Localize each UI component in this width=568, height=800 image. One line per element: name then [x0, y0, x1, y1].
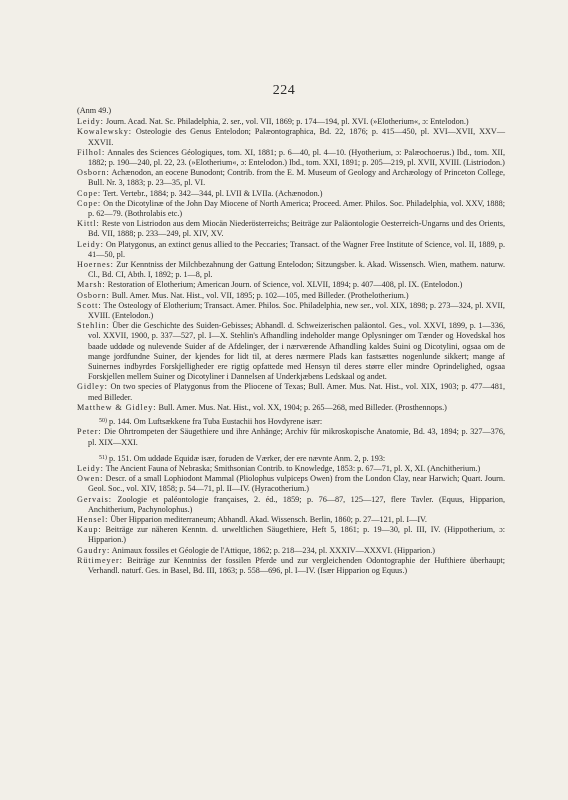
- reference-text: Annales des Sciences Géologiques, tom. XI, 1881; p. 6—40, pl. 4—10. (Hyotherium, ɔ: Palæochoerus.) Ibd., tom. XII, 1882; p. 190—240, pl. 22, 23. (»Elotherium«, ɔ: Entelodon.) Ibd., tom. XXI, 1891; p. 205—219, pl. XVII, XVIII. (Listriodon.): [88, 147, 505, 168]
- reference-entry: [77, 148, 505, 168]
- reference-text: The Osteology of Elotherium; Transact. Amer. Philos. Soc. Philadelphia, new ser., vol. XIX, 1898; p. 273—324, pl. XVII, XVIII. (Entelodon.): [88, 300, 505, 321]
- reference-entry: [77, 495, 505, 515]
- reference-text: Beiträge zur Kenntniss der fossilen Pferde und zur vergleichenden Odontographie der Hufthiere überhaupt; Verhandl. naturf. Ges. in Basel, Bd. III, 1863; p. 558—696, pl. I—IV. (Især Hipparion og Equus.): [88, 555, 506, 575]
- reference-text: Bull. Amer. Mus. Nat. Hist., vol. VII, 1895; p. 102—105, med Billeder. (Prothelotherium.): [111, 290, 409, 300]
- reference-author: Peter:: [77, 427, 102, 437]
- reference-entry: [77, 240, 505, 260]
- reference-author: Hensel:: [77, 514, 109, 524]
- reference-text: Osteologie des Genus Entelodon; Palæontographica, Bd. 22, 1876; p. 415—450, pl. XVI—XVII, XXV—XXVII.: [88, 127, 506, 147]
- reference-text: Restoration of Elotherium; American Journ. of Science, vol. XLVII, 1894; p. 407—408, pl. IX. (Entelodon.): [107, 280, 463, 290]
- reference-entry: [77, 127, 505, 147]
- reference-author: Scott:: [77, 300, 102, 310]
- page-number: 224: [272, 83, 296, 98]
- note-51-heading: [77, 453, 505, 464]
- reference-entry: [77, 464, 505, 474]
- reference-entry: [77, 117, 505, 127]
- reference-author: Osborn:: [77, 168, 110, 178]
- reference-author: Matthew & Gidley:: [77, 402, 157, 412]
- reference-text: Achænodon, an eocene Bunodont; Contrib. from the E. M. Museum of Geology and Archæology of Princeton College, Bull. Nr. 3, 1883; p. 23—35, pl. VI.: [88, 168, 505, 188]
- reference-author: Gervais:: [77, 494, 112, 504]
- reference-author: Cope:: [77, 188, 102, 198]
- note-50-heading: [77, 416, 505, 427]
- reference-list-note-51: [77, 464, 505, 576]
- reference-text: Tert. Vertebr., 1884; p. 342—344, pl. LVII & LVIIa. (Achænodon.): [102, 188, 323, 198]
- reference-entry: [77, 291, 505, 301]
- reference-author: Cope:: [77, 198, 102, 208]
- reference-list-note-49: [77, 117, 505, 413]
- note-number: 51): [99, 454, 107, 461]
- reference-author: Gaudry:: [77, 545, 111, 555]
- reference-author: Leidy:: [77, 463, 104, 473]
- reference-author: Hoernes:: [77, 260, 114, 270]
- reference-author: Filhol:: [77, 147, 106, 157]
- reference-author: Kowalewsky:: [77, 127, 132, 137]
- reference-author: Owen:: [77, 474, 104, 484]
- reference-text: Reste von Listriodon aus dem Miocän Niederösterreichs; Beiträge zur Paläontologie Oesterreich-Ungarns und des Orients, Bd. VII, 1888; p. 233—249, pl. XIV, XV.: [88, 219, 506, 239]
- reference-author: Kittl:: [77, 219, 100, 229]
- reference-entry: [77, 515, 505, 525]
- reference-author: Leidy:: [77, 117, 104, 127]
- reference-text: Zur Kenntniss der Milchbezahnung der Gattung Entelodon; Sitzungsber. k. Akad. Wissensch. Wien, mathem. naturw. Cl., Bd. CI, Abth. I, 1892; p. 1—8, pl.: [88, 260, 506, 280]
- reference-entry: [77, 301, 505, 321]
- reference-entry: [77, 403, 505, 413]
- reference-text: Die Ohrtrompeten der Säugethiere und ihre Anhänge; Archiv für mikroskopische Anatomie, Bd. 43, 1894; p. 327—376, pl. XIX—XXI.: [88, 427, 505, 447]
- reference-entry: [77, 280, 505, 290]
- note-number: 50): [99, 418, 107, 425]
- reference-entry: [77, 199, 505, 219]
- reference-entry: [77, 168, 505, 188]
- reference-text: Beiträge zur näheren Kenntn. d. urweltlichen Säugethiere, Heft 5, 1861; p. 19—30, pl. III, IV. (Hippotherium, ɔ: Hipparion.): [88, 525, 505, 545]
- reference-author: Stehlin:: [77, 321, 110, 331]
- reference-text: The Ancient Fauna of Nebraska; Smithsonian Contrib. to Knowledge, 1853: p. 67—71, pl. X, XI. (Anchitherium.): [105, 463, 481, 473]
- reference-entry: [77, 546, 505, 556]
- reference-author: Leidy:: [77, 239, 104, 249]
- note-text: p. 151. Om uddøde Equidæ især, foruden de Værker, der ere nævnte Anm. 2, p. 193:: [109, 453, 386, 463]
- reference-text: Bull. Amer. Mus. Nat. Hist., vol. XX, 1904; p. 265—268, med Billeder. (Prosthennops.): [158, 402, 447, 412]
- reference-entry: [77, 219, 505, 239]
- reference-entry: [77, 525, 505, 545]
- reference-text: On Platygonus, an extinct genus allied to the Peccaries; Transact. of the Wagner Free Institute of Science, vol. II, 1889, p. 41—50, pl.: [88, 239, 505, 259]
- reference-entry: [77, 260, 505, 280]
- reference-author: Rütimeyer:: [77, 555, 123, 565]
- reference-text: Descr. of a small Lophiodont Mammal (Pliolophus vulpiceps Owen) from the London Clay, near Harwich; Quart. Journ. Geol. Soc., vol. XIV, 1858; p. 54—71, pl. II—IV. (Hyracotherium.): [88, 474, 505, 494]
- reference-entry: [77, 382, 505, 402]
- reference-text: Journ. Acad. Nat. Sc. Philadelphia, 2. ser., vol. VII, 1869; p. 174—194, pl. XVI. (»Elotherium«, ɔ: Entelodon.): [105, 117, 469, 127]
- reference-author: Gidley:: [77, 382, 108, 392]
- reference-text: Über die Geschichte des Suiden-Gebisses; Abhandl. d. Schweizerischen paläontol. Ges., vol. XXVI, 1899, p. 1—336, vol. XXVII, 1900, p. 337—527, pl. I—X. Stehlin's Afhandling indeholder mange Oplysninger om Tænder og Hovedskal hos baade uddøde og nulevende Suider af de Afdelinger, der i nærværende Afhandling kaldes Suini og Dicotylini, ogsaa om de mange jordfundne Suiner, der kjendes for lidt til, at deres nærmere Plads kan fastsættes nogenlunde sikkert; mange af Suinernes indbyrdes Forskjelligheder ere rigtig opfattede med Hensyn til deres større eller mindre Oprindelighed, ogsaa Forskjellen mellem Suiner og Dicotyliner i Dannelsen af Underkjæbens Ledskaal og andet.: [88, 321, 505, 382]
- note-text: p. 144. Om Luftsækkene fra Tuba Eustachii hos Hovdyrene især:: [109, 417, 323, 427]
- bibliography-text: [77, 106, 505, 576]
- reference-text: Über Hipparion mediterraneum; Abhandl. Akad. Wissensch. Berlin, 1860; p. 27—121, pl. I—IV.: [110, 514, 427, 524]
- reference-author: Marsh:: [77, 280, 106, 290]
- note-continuation-label: (Anm 49.): [77, 106, 112, 115]
- reference-text: Zoologie et paléontologie françaises, 2. éd., 1859; p. 76—87, 125—127, flere Tavler. (Equus, Hipparion, Anchitherium, Pachynolophus.): [88, 494, 505, 514]
- reference-entry: [77, 556, 505, 576]
- reference-entry: [77, 321, 505, 382]
- reference-text: On two species of Platygonus from the Pliocene of Texas; Bull. Amer. Mus. Nat. Hist., vol. XIX, 1903; p. 477—481, med Billeder.: [88, 382, 505, 402]
- reference-text: Animaux fossiles et Géologie de l'Attique, 1862; p. 218—234, pl. XXXIV—XXXVI. (Hipparion.): [111, 545, 435, 555]
- reference-entry: [77, 189, 505, 199]
- reference-list-note-50: [77, 427, 505, 447]
- reference-text: On the Dicotylinæ of the John Day Miocene of North America; Proceed. Amer. Philos. Soc. Philadelphia, vol. XXV, 1888; p. 62—79. (Bothrolabis etc.): [88, 198, 505, 219]
- reference-author: Kaup:: [77, 525, 102, 535]
- reference-entry: [77, 474, 505, 494]
- reference-author: Osborn:: [77, 290, 110, 300]
- reference-entry: [77, 427, 505, 447]
